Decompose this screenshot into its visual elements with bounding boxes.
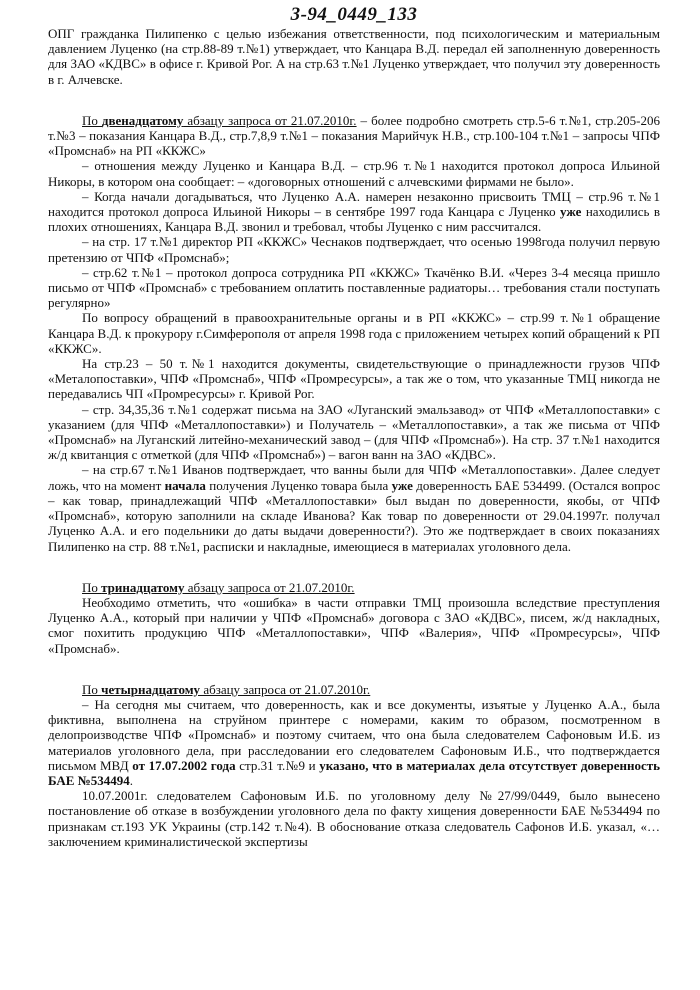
section-14-p1-text-c: . — [129, 772, 134, 788]
section-14-heading-prefix: По — [82, 681, 102, 697]
section-12-p3-text-b: находились в плохих отношениях, Канцара В.Д. звонил и требовал, чтобы Луценко с ним рассчитался. — [48, 204, 660, 235]
section-12-heading-rest: – более подробно смотреть стр.5-6 т.№1, стр.205-206 т.№3 – показания Канцара В.Д., стр.7,8,9 т.№1 – показания Марийчук Н.В., стр.100-104 т.№1 – запросы ЧПФ «Промснаб» на РП «ККЖС» — [48, 112, 661, 159]
section-14-heading-link — [82, 682, 370, 697]
section-13-heading — [48, 580, 660, 595]
section-14-heading-suffix: абзацу запроса от 21.07.2010г. — [200, 681, 371, 697]
section-14-heading-ordinal: четырнадцатому — [101, 681, 201, 697]
section-13-heading-ordinal: тринадцатому — [101, 579, 185, 595]
section-12-heading-ordinal: двенадцатому — [101, 112, 184, 128]
section-12-p9-bold-2: уже — [391, 477, 413, 493]
section-12-p9-bold-1: начала — [164, 477, 206, 493]
section-12-heading-prefix: По — [82, 112, 102, 128]
section-14-paragraph-refusal: 10.07.2001г. следователем Сафоновым И.Б. по уголовному делу №27/99/0449, было вынесено постановление об отказе в возбуждении уголовного дела по факту хищения доверенности БАЕ №534494 по признакам ст.193 УК Украины (стр.142 т.№4). В обоснование отказа следователь Сафонов И.Б. указал, «… заключением криминалистической экспертизы — [48, 788, 660, 849]
section-14-p1-text-b: стр.31 т.№9 и — [235, 757, 320, 773]
section-12-p3-bold: уже — [560, 204, 582, 220]
section-14-p1-bold-date: от 17.07.2002 года — [132, 757, 236, 773]
section-13-heading-suffix: абзацу запроса от 21.07.2010г. — [184, 579, 355, 595]
section-12-paragraph-chesnakov: – на стр. 17 т.№1 директор РП «ККЖС» Чеснаков подтверждает, что осенью 1998года получил первую претензию от ЧПФ «Промснаб»; — [48, 234, 660, 265]
intro-paragraph: ОПГ гражданка Пилипенко с целью избежания ответственности, под психологическим и материальным давлением Луценко (на стр.88-89 т.№1) утверждает, что Канцара В.Д. передал ей заполненную доверенность для ЗАО «КДВС» в офисе г. Кривой Рог. А на стр.63 т.№1 Луценко утверждает, что получил эту доверенность в г. Алчевске. — [48, 26, 660, 87]
document-body — [48, 26, 660, 849]
section-12-paragraph-appeals: По вопросу обращений в правоохранительные органы и в РП «ККЖС» – стр.99 т.№1 обращение Канцара В.Д. к прокурору г.Симферополя от апреля 1998 года с приложением четырех копий обращений к РП «ККЖС». — [48, 310, 660, 356]
section-12-p9-text-a: – на стр.67 т.№1 Иванов подтверждает, что ванны были для ЧПФ «Металлопоставки». Далее следует ложь, что на момент — [48, 462, 660, 493]
section-12-heading-link — [82, 113, 357, 128]
section-13-heading-link — [82, 580, 355, 595]
section-12-heading — [48, 113, 660, 159]
section-12-paragraph-letters: – стр. 34,35,36 т.№1 содержат письма на ЗАО «Луганский эмальзавод» от ЧПФ «Металлопоставки» с указанием (для ЧПФ «Металлопоставки») и Получатель – «Металлопоставки», а так же письма от ЧПФ «Промснаб» на Луганский литейно-механический завод – (для ЧПФ «Промснаб»). На стр. 37 т.№1 находится ж/д квитанция с отметкой (для ЧПФ «Промснаб») – вагон ванн на ЗАО «КДВС». — [48, 401, 660, 463]
section-13-heading-prefix: По — [82, 579, 102, 595]
section-12-p9-text-b: получения Луценко товара была — [205, 477, 392, 493]
section-14-paragraph-power-of-attorney — [48, 697, 660, 788]
document-id-header: 3-94_0449_133 — [290, 4, 418, 25]
section-12-paragraph-tkachenko: – стр.62 т.№1 – протокол допроса сотрудника РП «ККЖС» Ткачёнко В.И. «Через 3-4 месяца пришло письмо от ЧПФ «Промснаб» с требованием оплатить поставленные радиаторы… требования стали поступать регулярно» — [48, 264, 660, 311]
section-12-paragraph-ivanov — [48, 462, 660, 553]
section-14-p1-bold-statement: указано, что в материалах дела отсутствует доверенность БАЕ №534494 — [48, 757, 660, 788]
section-13-paragraph: Необходимо отметить, что «ошибка» в части отправки ТМЦ произошла вследствие преступления Луценко А.А., который при наличии у ЧПФ «Промснаб» договора с ЗАО «КДВС», писем, ж/д накладных, смог похитить продукцию ЧПФ «Металлопоставки», ЧПФ «Валерия», ЧПФ «Промресурсы», ЧПФ «Промснаб». — [48, 594, 660, 656]
section-12-heading-suffix: абзацу запроса от 21.07.2010г. — [183, 112, 357, 128]
section-14-p1-text-a: – На сегодня мы считаем, что доверенность, как и все документы, изъятые у Луценко А.А., была фиктивна, выполнена на струйном принтере с номерами, каким то образом, посмотренном в делопроизводстве ЧПФ «Промснаб» и поэтому считаем, что она была следователем Сафоновым И.Б. из материалов уголовного дела, при расследовании его следователем Сафоновым И.Б., что подтверждается письмом МВД — [48, 696, 660, 773]
section-12-paragraph-relations: – отношения между Луценко и Канцара В.Д. – стр.96 т.№1 находится протокол допроса Ильиной Никоры, в котором она сообщает: – «договорных отношений с алчевскими фирмами не было». — [48, 158, 660, 189]
section-12-p9-text-c: доверенность БАЕ 534499. (Остался вопрос – как товар, принадлежащий ЧПФ «Металлопоставки» был выдан по доверенности, якобы, от ЧПФ «Промснаб», которую заполнили на складе Иванова? Как товар по доверенности от 29.04.1997г. получал Луценко А.А. и его подельники до даты выдачи доверенности?). Это же подтверждает в своих показаниях Пилипенко на стр. 88 т.№1, расписки и накладные, имеющиеся в материалах уголовного дела. — [48, 477, 660, 554]
section-14-heading — [48, 682, 660, 697]
section-12-paragraph-documents: На стр.23 – 50 т.№1 находится документы, свидетельствующие о принадлежности грузов ЧПФ «Металопоставки», ЧПФ «Промснаб», ЧПФ «Промресурсы», а так же о том, что указанные ТМЦ никогда не передавались ЧП «Промресурсы» г. Кривой Рог. — [48, 356, 660, 402]
section-12-p3-text-a: – Когда начали догадываться, что Луценко А.А. намерен незаконно присвоить ТМЦ – стр.96 т.№1 находится протокол допроса Ильиной Никоры – в сентябре 1997 года Канцара с Луценко — [48, 188, 660, 220]
section-12-paragraph-suspicion — [48, 189, 660, 235]
